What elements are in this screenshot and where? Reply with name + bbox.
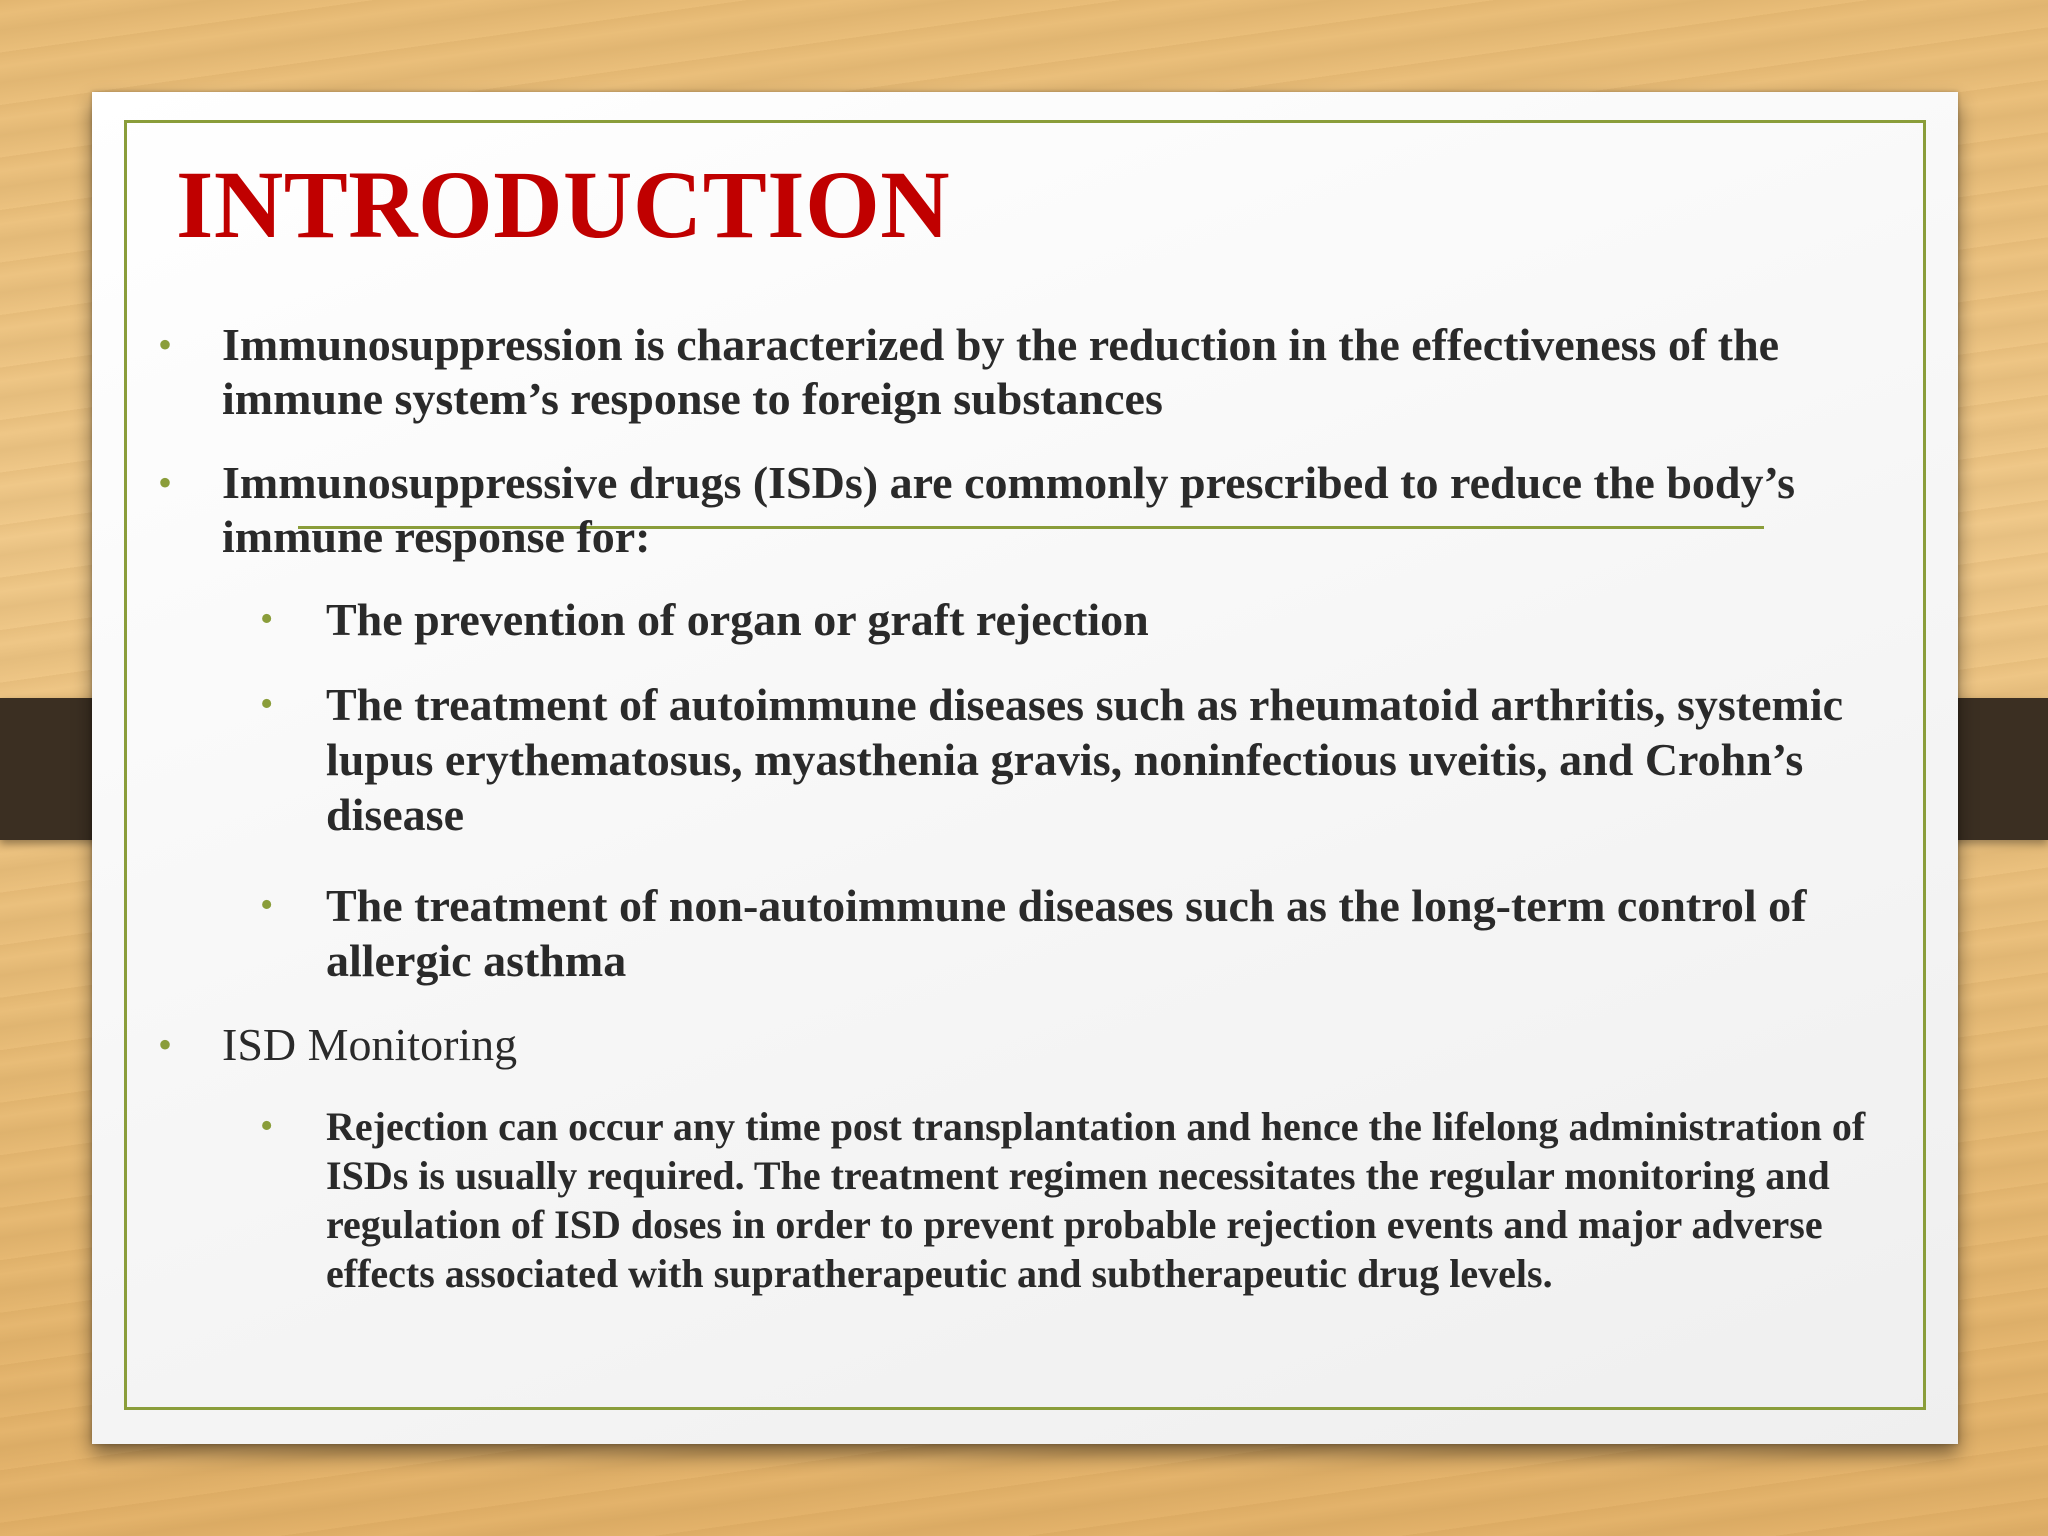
bullet-immunosuppression xyxy=(150,318,1930,426)
bullet-text: Immunosuppression is characterized by the reduction in the effectiveness of the immune system’s response to foreign substances xyxy=(222,319,1780,424)
sub-bullet-text: Rejection can occur any time post transplantation and hence the lifelong administration of ISDs is usually required. The treatment regimen necessitates the regular monitoring and regulation of ISD doses in order to prevent probable rejection events and major adverse effects associated with supratherapeutic and subtherapeutic drug levels. xyxy=(326,1104,1866,1296)
slide-title: INTRODUCTION xyxy=(176,151,951,258)
sub-bullet-text: The treatment of autoimmune diseases such as rheumatoid arthritis, systemic lupus erythematosus, myasthenia gravis, noninfectious uveitis, and Crohn’s disease xyxy=(326,679,1844,840)
bullet-list-monitoring xyxy=(150,1018,1930,1072)
sub-bullet-autoimmune xyxy=(150,677,1930,842)
bullet-isds xyxy=(150,456,1930,564)
sub-bullet-prevention xyxy=(150,592,1930,647)
sub-bullet-text: The prevention of organ or graft rejection xyxy=(326,594,1149,645)
sub-bullet-rejection xyxy=(150,1102,1930,1298)
bullet-isd-monitoring xyxy=(150,1018,1930,1072)
bullet-text: ISD Monitoring xyxy=(222,1019,518,1070)
bullet-text: Immunosuppressive drugs (ISDs) are commonly prescribed to reduce the body’s immune response for: xyxy=(222,457,1796,562)
bullet-list xyxy=(150,318,1930,564)
sub-bullet-list xyxy=(150,592,1930,988)
sub-bullet-non-autoimmune xyxy=(150,878,1930,988)
sub-bullet-text: The treatment of non-autoimmune diseases such as the long-term control of allergic asthma xyxy=(326,880,1807,986)
sub-bullet-list-monitoring xyxy=(150,1102,1930,1298)
slide-content xyxy=(150,318,1930,1298)
